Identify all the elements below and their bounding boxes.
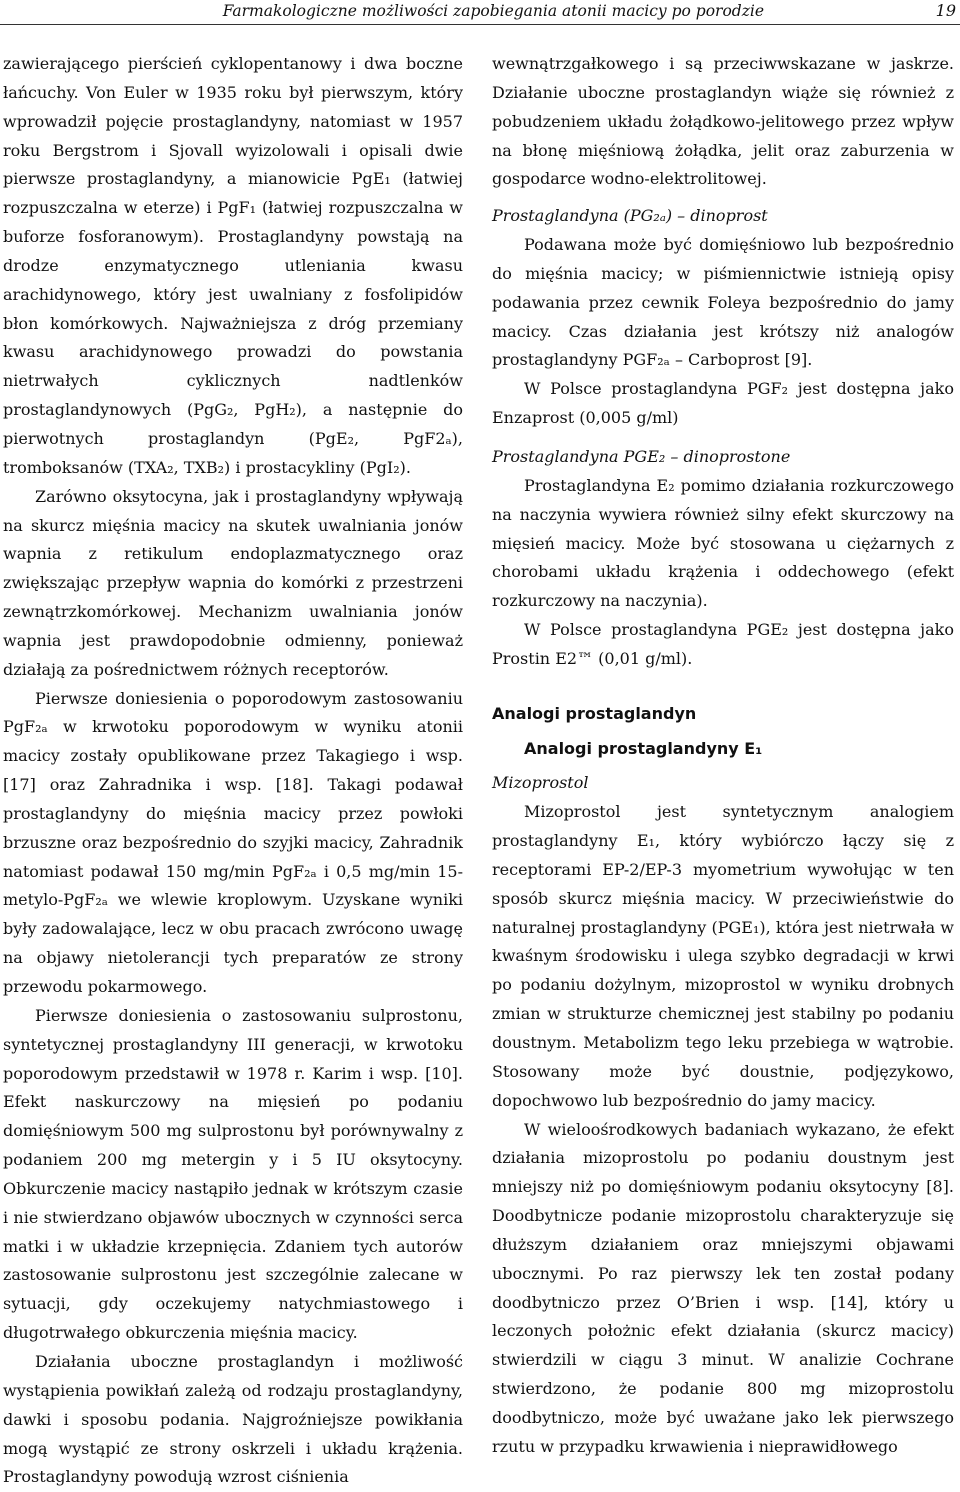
subsection-heading: Prostaglandyna (PG₂ₐ) – dinoprost [492,206,768,226]
section-heading: Analogi prostaglandyn [492,703,697,723]
paragraph: Pierwsze doniesienia o zastosowaniu sulprostonu, syntetycznej prostaglandyny III generacji, w krwotoku poporodowym przedstawił w 1978 r. Karim i wsp. [10]. Efekt naskurczowy na mięsień po podaniu domięśniowym 500 mg sulprostonu był porównywalny z podaniem 200 mg metergin y i 5 IU oksytocyny. Obkurczenie macicy nastąpiło jednak w krótszym czasie i nie stwierdzano objawów ubocznych w czynności serca matki i w układzie krzepnięcia. Zdaniem tych autorów zastosowanie sulprostonu jest szczególnie zalecane w sytuacji, gdy oczekujemy natychmiastowego i długotrwałego obkurczenia mięśnia macicy. [3,1005,463,1343]
paragraph: W Polsce prostaglandyna PGF₂ jest dostępna jako Enzaprost (0,005 g/ml) [492,379,954,428]
running-title: Farmakologiczne możliwości zapobiegania atonii macicy po porodzie [222,2,764,20]
paragraph: Pierwsze doniesienia o poporodowym zastosowaniu PgF₂ₐ w krwotoku poporodowym w wyniku atonii macicy zostały opublikowane przez Takagiego i wsp. [17] oraz Zahradnika i wsp. [18]. Takagi podawał prostaglandyny do mięśnia macicy przez powłoki brzuszne oraz bezpośrednio do szyjki macicy, Zahradnik natomiast podawał 150 mg/min PgF₂ₐ i 0,5 mg/min 15-metylo-PgF₂ₐ we wlewie kroplowym. Uzyskane wyniki były zadowalające, lecz w obu pracach zwrócono uwagę na objawy nietolerancji tych preparatów ze strony przewodu pokarmowego. [3,688,463,996]
running-header [0,0,960,25]
subsection-heading: Mizoprostol [492,773,589,793]
subsection-heading: Prostaglandyna PGE₂ – dinoprostone [492,446,791,466]
page-number: 19 [935,1,956,20]
sub-heading: Analogi prostaglandyny E₁ [524,738,763,758]
paragraph: Mizoprostol jest syntetycznym analogiem prostaglandyny E₁, który wybiórczo łączy się z receptorami EP-2/EP-3 myometrium wywołując w ten sposób skurcz mięśnia macicy. W przeciwieństwie do naturalnej prostaglandyny (PGE₁), która jest nietrwała w kwaśnym środowisku i ulega szybko degradacji w krwi po podaniu dożylnym, mizoprostol w wyniku drobnych zmian w strukturze chemicznej jest stabilny po podaniu doustnym. Metabolizm tego leku przebiega w wątrobie. Stosowany może być doustnie, podjęzykowo, dopochwowo lub bezpośrednio do jamy macicy. [492,802,954,1110]
right-column [492,50,954,1456]
paragraph: Prostaglandyna E₂ pomimo działania rozkurczowego na naczynia wywiera również silny efekt skurczowy na mięsień macicy. Może być stosowana u ciężarnych z chorobami układu krążenia i oddechowego (efekt rozkurczowy na naczynia). [492,475,954,611]
paragraph: W wieloośrodkowych badaniach wykazano, że efekt działania mizoprostolu po podaniu doustnym jest mniejszy niż po domięśniowym podaniu oksytocyny [8]. Doodbytnicze podanie mizoprostolu charakteryzuje się dłuższym działaniem oraz mniejszymi objawami ubocznymi. Po raz pierwszy lek ten został podany doodbytniczo przez O’Brien i wsp. [14], który u leczonych położnic efekt działania (skurcz macicy) stwierdzili w ciągu 3 minut. W analizie Cochrane stwierdzono, że podanie 800 mg mizoprostolu doodbytniczo, może być uważane jako lek pierwszego rzutu w przypadku krwawienia i nieprawidłowego [492,1119,954,1456]
paragraph: Podawana może być domięśniowo lub bezpośrednio do mięśnia macicy; w piśmiennictwie istnieją opisy podawania przez cewnik Foleya bezpośrednio do jamy macicy. Czas działania jest krótszy niż analogów prostaglandyny PGF₂ₐ – Carboprost [9]. [492,235,954,370]
paragraph: zawierającego pierścień cyklopentanowy i dwa boczne łańcuchy. Von Euler w 1935 roku był pierwszym, który wprowadził pojęcie prostaglandyny, natomiast w 1957 roku Bergstrom i Sjovall wyizolowali i opisali dwie pierwsze prostaglandyny, a mianowicie PgE₁ (łatwiej rozpuszczalna w eterze) i PgF₁ (łatwiej rozpuszczalna w buforze fosforanowym). Prostaglandyny powstają na drodze enzymatycznego utleniania kwasu arachidynowego, który jest uwalniany z fosfolipidów błon komórkowych. Najważniejsza z dróg przemiany kwasu arachidynowego prowadzi do powstania nietrwałych cyklicznych nadtlenków prostaglandynowych (PgG₂, PgH₂), a następnie do pierwotnych prostaglandyn (PgE₂, PgF2ₐ), tromboksanów (TXA₂, TXB₂) i prostacykliny (PgI₂). [3,54,463,477]
paragraph: W Polsce prostaglandyna PGE₂ jest dostępna jako Prostin E2™ (0,01 g/ml). [492,620,954,668]
left-column [3,50,463,1487]
paragraph: Działania uboczne prostaglandyn i możliwość wystąpienia powikłań zależą od rodzaju prostaglandyny, dawki i sposobu podania. Najgroźniejsze powikłania mogą wystąpić ze strony oskrzeli i układu krążenia. Prostaglandyny powodują wzrost ciśnienia [3,1351,463,1487]
paragraph: Zarówno oksytocyna, jak i prostaglandyny wpływają na skurcz mięśnia macicy na skutek uwalniania jonów wapnia z retikulum endoplazmatycznego oraz zwiększając przepływ wapnia do komórki z przestrzeni zewnątrzkomórkowej. Mechanizm uwalniania jonów wapnia jest prawdopodobnie odmienny, ponieważ działają za pośrednictwem różnych receptorów. [3,486,463,679]
paragraph: wewnątrzgałkowego i są przeciwwskazane w jaskrze. Działanie uboczne prostaglandyn wiąże się również z pobudzeniem układu żołądkowo-jelitowego przez wpływ na błonę mięśniową żołądka, jelit oraz zaburzenia w gospodarce wodno-elektrolitowej. [492,54,954,189]
